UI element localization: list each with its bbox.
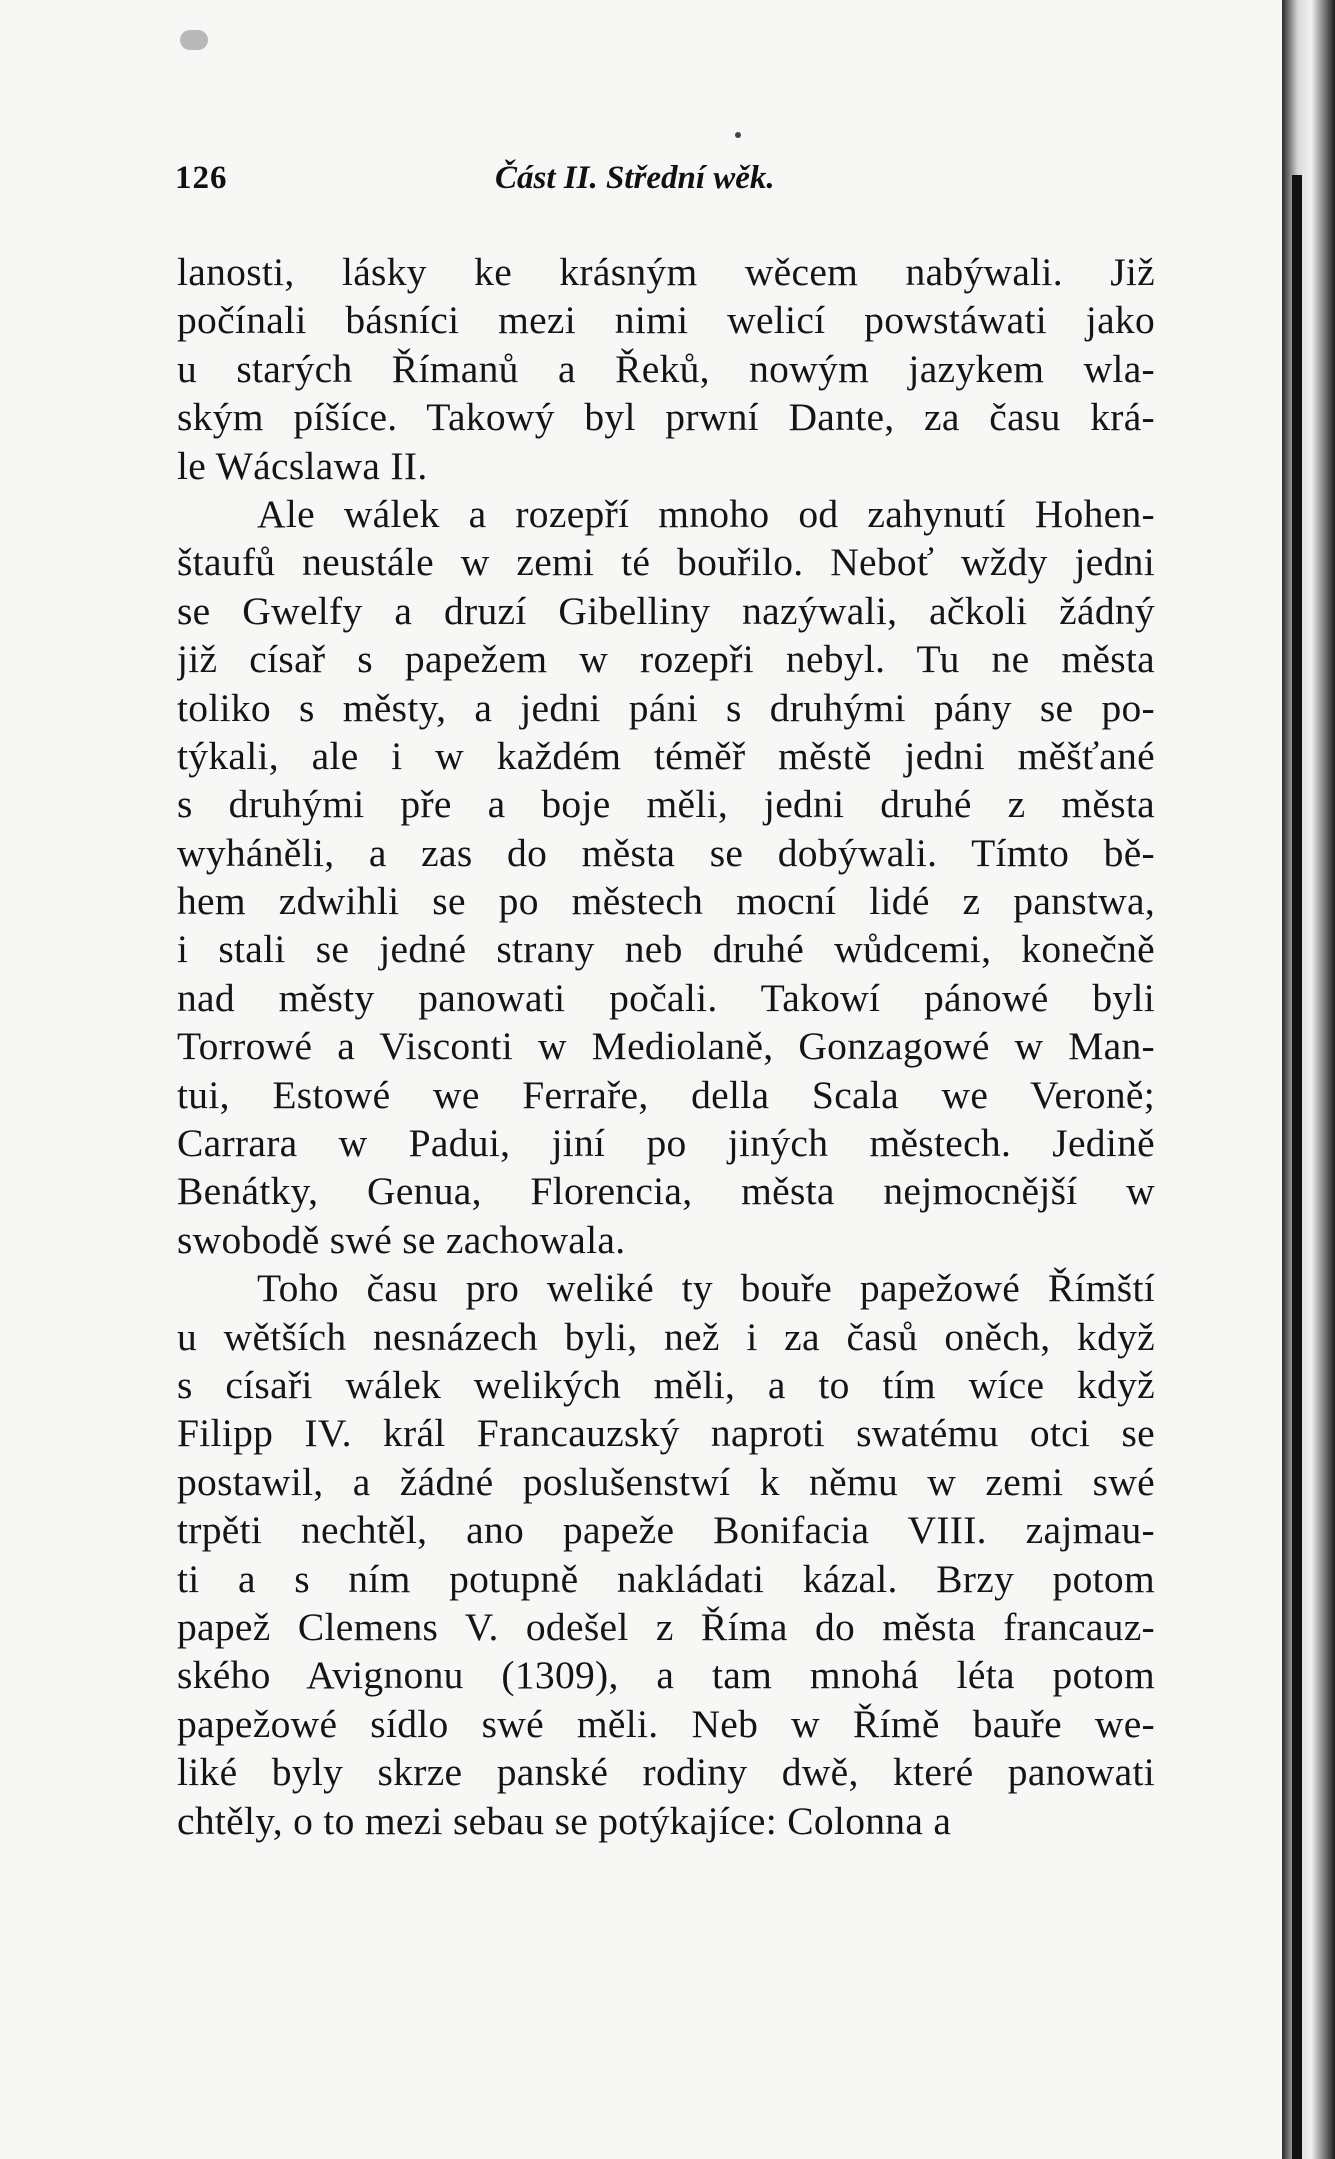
text-line: u wětších nesnázech byli, než i za časů oněch, když xyxy=(177,1314,1155,1359)
text-line: ským píšíce. Takowý byl prwní Dante, za času krá- xyxy=(177,395,1155,440)
text-line: postawil, a žádné poslušenstwí k němu w zemi swé xyxy=(177,1459,1155,1504)
running-title: Část II. Střední wěk. xyxy=(495,160,775,196)
page-edge-shadow xyxy=(1292,175,1302,2159)
text-line: toliko s městy, a jedni páni s druhými pány se po- xyxy=(177,685,1155,730)
text-line: již císař s papežem w rozepři nebyl. Tu ne města xyxy=(177,637,1155,682)
ink-dot xyxy=(735,132,741,138)
text-line: s císaři wálek welikých měli, a to tím wíce když xyxy=(177,1362,1155,1407)
text-line: Benátky, Genua, Florencia, města nejmocnější w xyxy=(177,1169,1155,1214)
text-line: chtěly, o to mezi sebau se potýkajíce: Colonna a xyxy=(177,1798,952,1843)
text-line: Carrara w Padui, jiní po jiných městech. Jedině xyxy=(177,1121,1155,1166)
text-line: se Gwelfy a druzí Gibelliny nazýwali, ačkoli žádný xyxy=(177,588,1155,633)
text-line: počínali básníci mezi nimi welicí powstáwati jako xyxy=(177,298,1155,343)
text-line: štaufů neustále w zemi té bouřilo. Neboť wždy jedni xyxy=(177,540,1155,585)
text-line: hem zdwihli se po městech mocní lidé z panstwa, xyxy=(177,879,1155,924)
page-edge xyxy=(1282,0,1335,2159)
text-line: lanosti, lásky ke krásným wěcem nabýwali. Již xyxy=(177,250,1155,294)
text-line: nad městy panowati počali. Takowí pánowé byli xyxy=(177,975,1155,1020)
text-line: týkali, ale i w každém téměř městě jedni měšťané xyxy=(177,733,1155,778)
running-head xyxy=(175,160,1095,210)
text-line: papežowé sídlo swé měli. Neb w Římě bauře we- xyxy=(177,1701,1155,1746)
text-line: trpěti nechtěl, ano papeže Bonifacia VIII. zajmau- xyxy=(177,1508,1155,1553)
text-line: u starých Římanů a Řeků, nowým jazykem wla- xyxy=(177,346,1155,391)
page-stain xyxy=(180,30,208,50)
text-line: papež Clemens V. odešel z Říma do města francauz- xyxy=(177,1604,1155,1649)
text-line: le Wácslawa II. xyxy=(177,443,428,488)
body-text xyxy=(177,248,1155,1845)
text-line: Ale wálek a rozepří mnoho od zahynutí Hohen- xyxy=(257,491,1155,536)
text-line: ti a s ním potupně nakládati kázal. Brzy potom xyxy=(177,1556,1155,1601)
text-line: liké byly skrze panské rodiny dwě, které panowati xyxy=(177,1750,1155,1795)
text-line: ského Avignonu (1309), a tam mnohá léta potom xyxy=(177,1653,1155,1698)
text-line: Filipp IV. král Francauzský naproti swatému otci se xyxy=(177,1411,1155,1456)
text-line: s druhými pře a boje měli, jedni druhé z města xyxy=(177,782,1155,827)
text-line: i stali se jedné strany neb druhé wůdcemi, konečně xyxy=(177,927,1155,972)
text-line: Torrowé a Visconti w Mediolaně, Gonzagowé w Man- xyxy=(177,1024,1155,1069)
text-line: swobodě swé se zachowala. xyxy=(177,1217,626,1262)
text-line: tui, Estowé we Ferraře, della Scala we Veroně; xyxy=(177,1072,1155,1117)
text-line: Toho času pro weliké ty bouře papežowé Římští xyxy=(257,1266,1155,1311)
page-number: 126 xyxy=(175,160,228,196)
text-line: wyháněli, a zas do města se dobýwali. Tímto bě- xyxy=(177,830,1155,875)
